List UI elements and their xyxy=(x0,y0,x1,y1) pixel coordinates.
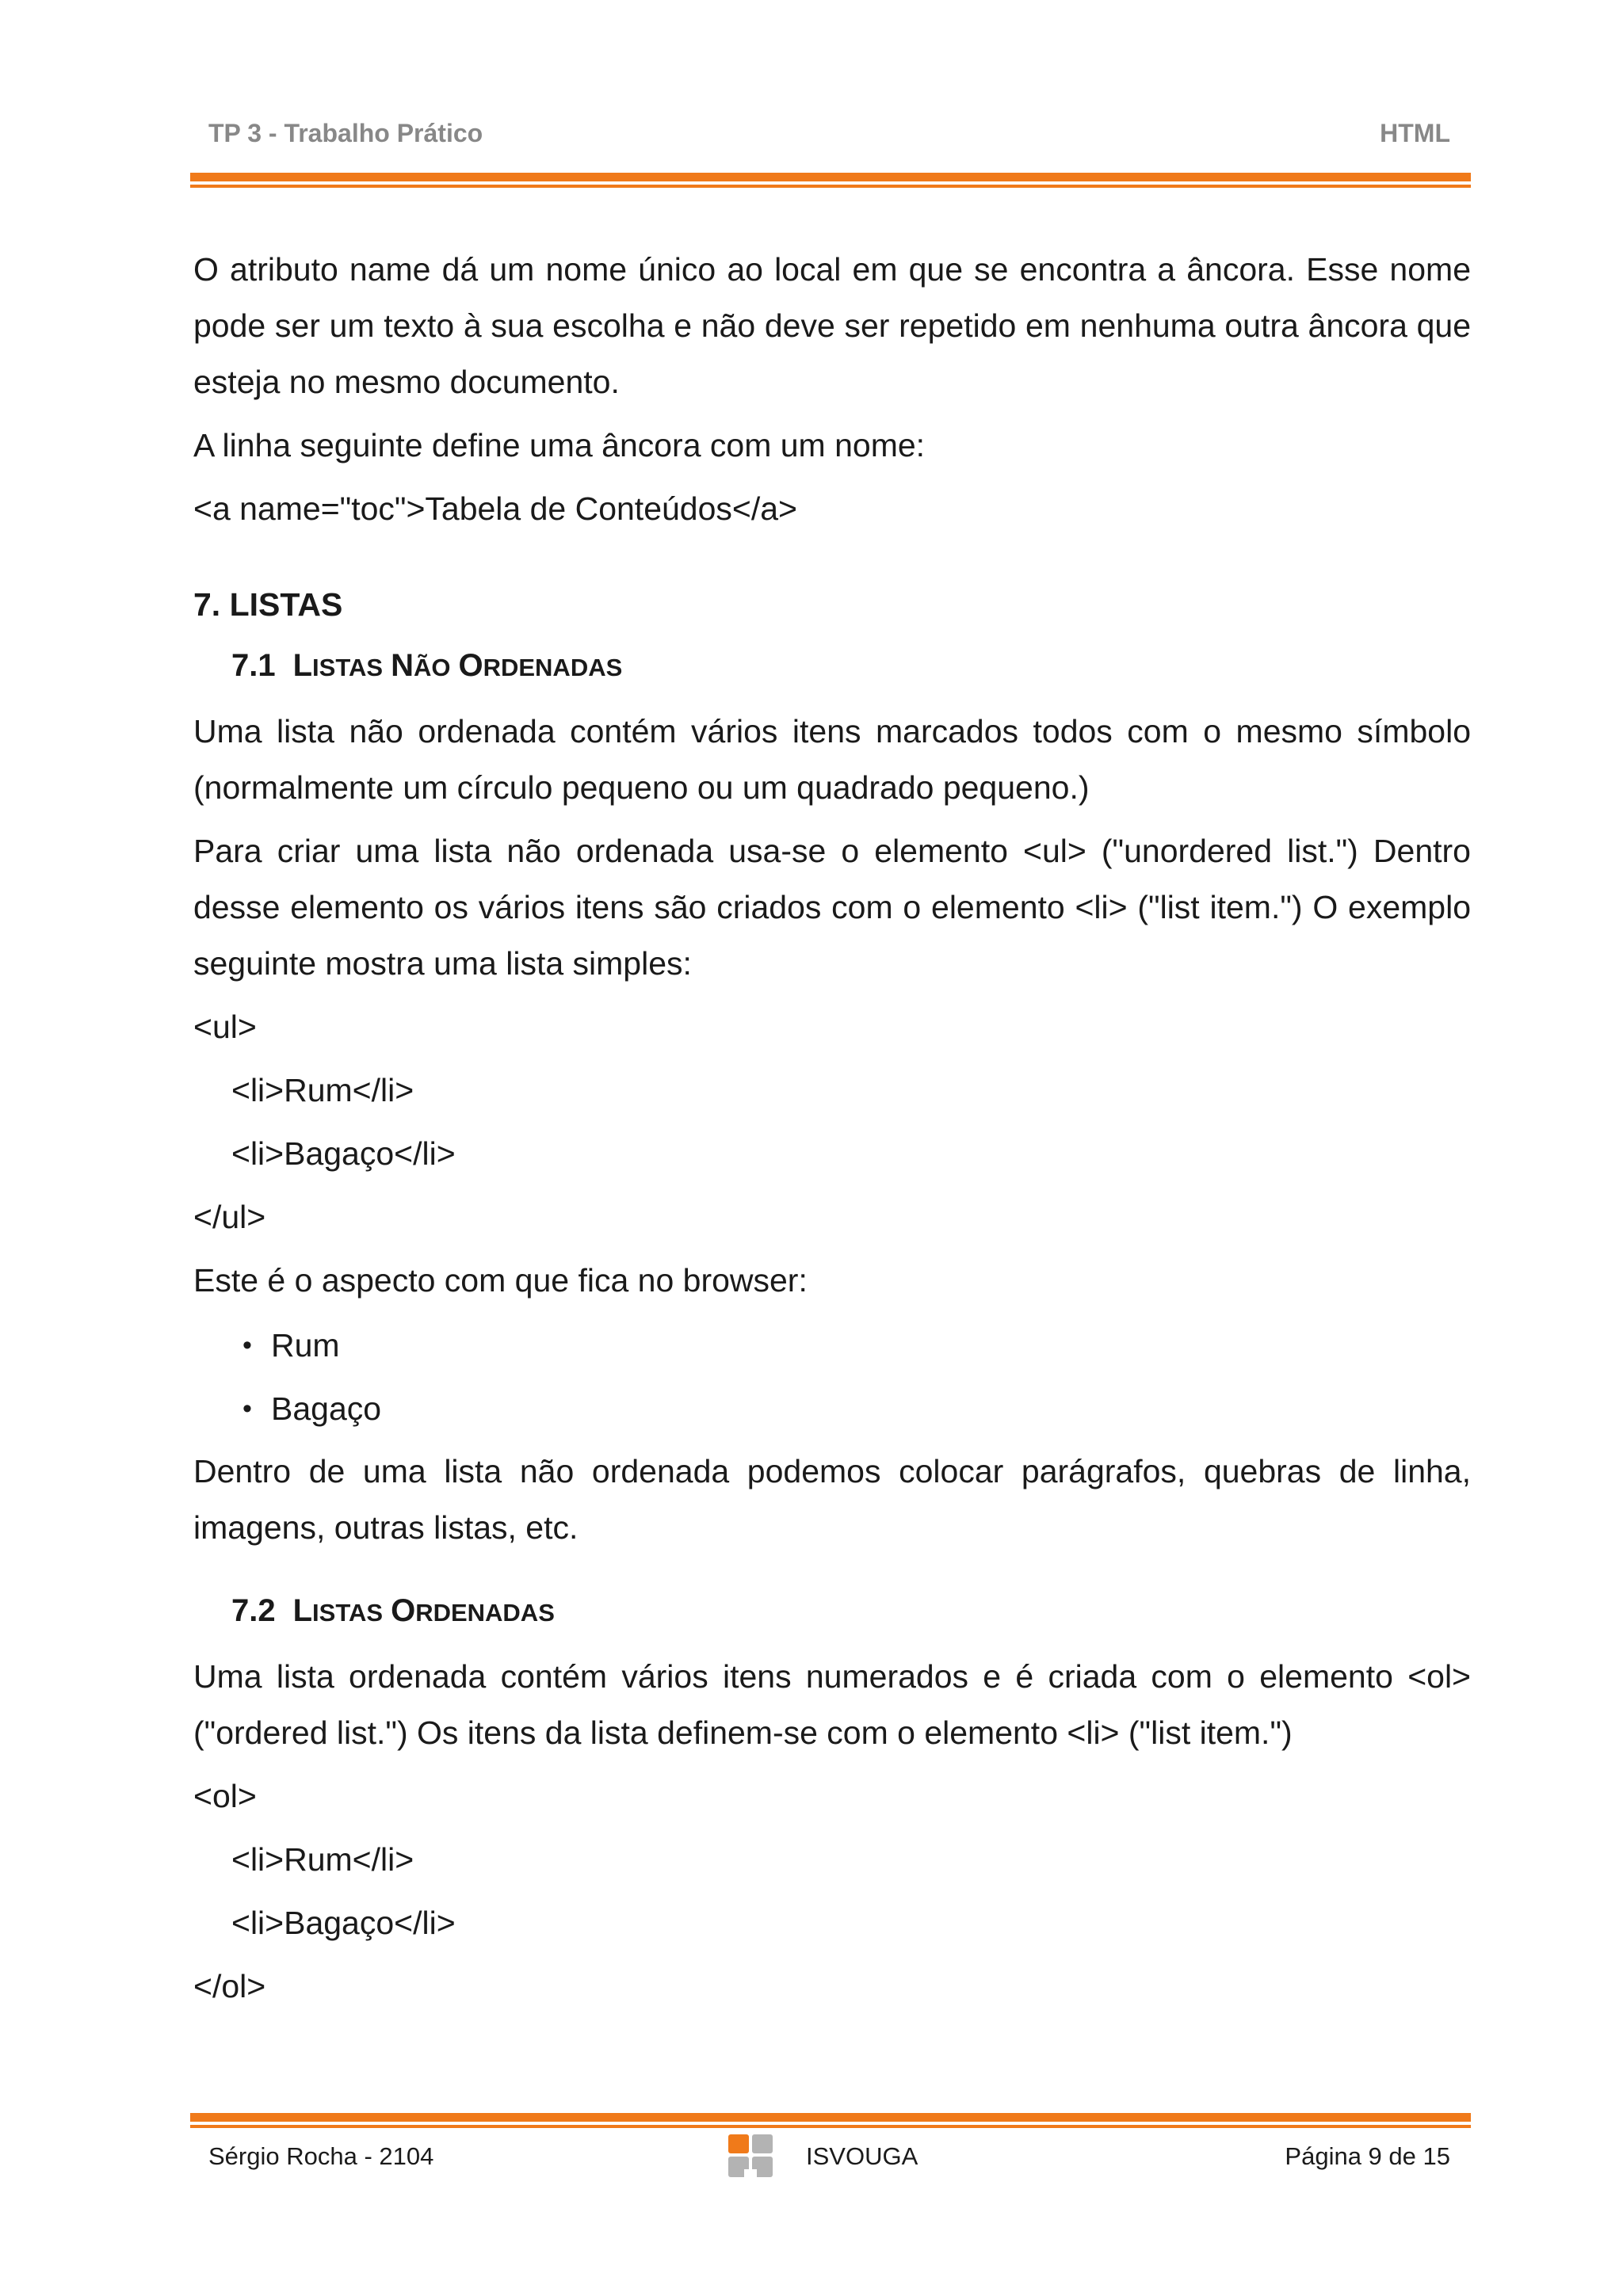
code-line-li-rum: <li>Rum</li> xyxy=(231,1072,414,1108)
header-title: TP 3 - Trabalho Prático xyxy=(208,119,483,147)
footer-rule-thin xyxy=(190,2125,1471,2128)
isvouga-logo-icon xyxy=(727,2133,774,2180)
section-heading-listas: 7. LISTAS xyxy=(193,586,343,623)
subsection-number: 7.1 xyxy=(231,648,276,683)
footer-page-number: Página 9 de 15 xyxy=(1285,2142,1450,2170)
document-body xyxy=(193,242,1471,2015)
footer-institution: ISVOUGA xyxy=(806,2142,918,2170)
code-line-li-rum: <li>Rum</li> xyxy=(231,1841,414,1878)
code-line-ul-close: </ul> xyxy=(193,1199,266,1235)
paragraph-name-attribute: O atributo name dá um nome único ao local em que se encontra a âncora. Esse nome pode ser um texto à sua escolha e não deve ser repetido em nenhuma outra âncora que esteja no mesmo documento. xyxy=(193,251,1471,400)
header-rule-thick xyxy=(190,173,1471,181)
paragraph-ordered-definition: Uma lista ordenada contém vários itens numerados e é criada com o elemento <ol> ("ordered list.") Os itens da lista definem-se com o elemento <li> ("list item.") xyxy=(193,1658,1471,1751)
paragraph-anchor-intro: A linha seguinte define uma âncora com um nome: xyxy=(193,427,926,463)
list-item: • Bagaço xyxy=(241,1377,1471,1440)
paragraph-unordered-howto: Para criar uma lista não ordenada usa-se o elemento <ul> ("unordered list.") Dentro desse elemento os vários itens são criados com o elemento <li> ("list item.") O exemplo seguinte mostra uma lista simples: xyxy=(193,833,1471,982)
code-line-ul-open: <ul> xyxy=(193,1009,257,1045)
subsection-heading-unordered: 7.1 LISTAS NÃO ORDENADAS xyxy=(231,648,623,683)
rendered-bullet-list xyxy=(193,1314,1471,1440)
code-line-li-bagaco: <li>Bagaço</li> xyxy=(231,1135,456,1172)
header-subject: HTML xyxy=(1380,119,1450,147)
bullet-icon: • xyxy=(242,1330,252,1360)
code-anchor-example: <a name="toc">Tabela de Conteúdos</a> xyxy=(193,490,797,527)
list-item: • Rum xyxy=(241,1314,1471,1377)
code-line-li-bagaco: <li>Bagaço</li> xyxy=(231,1905,456,1941)
code-line-ol-open: <ol> xyxy=(193,1778,257,1814)
code-line-ol-close: </ol> xyxy=(193,1968,266,2004)
footer-author: Sérgio Rocha - 2104 xyxy=(208,2142,434,2170)
subsection-number: 7.2 xyxy=(231,1593,276,1628)
paragraph-unordered-definition: Uma lista não ordenada contém vários itens marcados todos com o mesmo símbolo (normalmente um círculo pequeno ou um quadrado pequeno.) xyxy=(193,713,1471,806)
header-rule-thin xyxy=(190,185,1471,188)
paragraph-unordered-contents: Dentro de uma lista não ordenada podemos colocar parágrafos, quebras de linha, imagens, outras listas, etc. xyxy=(193,1453,1471,1546)
bullet-icon: • xyxy=(242,1394,252,1424)
subsection-heading-ordered: 7.2 LISTAS ORDENADAS xyxy=(231,1593,555,1628)
footer-rule-thick xyxy=(190,2113,1471,2122)
paragraph-browser-aspect: Este é o aspecto com que fica no browser: xyxy=(193,1262,808,1299)
